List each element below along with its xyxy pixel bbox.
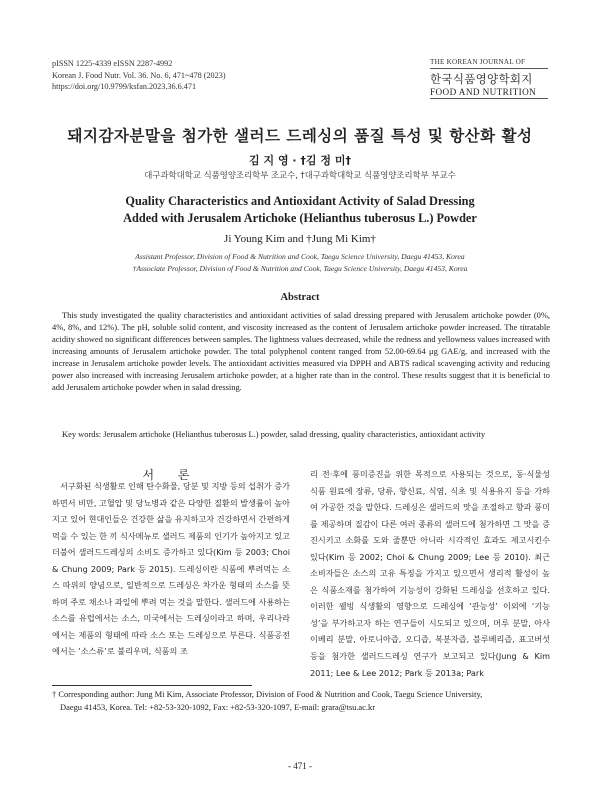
affiliation-english-2: †Associate Professor, Division of Food & Nutrition and Cook, Taegu Science University, Daegu 41453, Korea <box>132 264 468 273</box>
introduction-right-column: 리 전·후에 풍미증진을 위한 목적으로 사용되는 것으로, 동·식물성 식품 원료에 장류, 당류, 향신료, 식염, 식초 및 식용유지 등을 가하여 가공한 것을 말한다. 드레싱은 샐러드의 맛을 조절하고 향과 풍미를 제공하며 질감이 다른 여러 종류의 샐러드에 첨가하면 그 맛을 증진시키고 소화를 도와 줄뿐만 아니라 시각적인 효과도 제고시킨수 있다(Kim 등 2002; Choi & Chung 2009; Lee 등 2010). 최근 소비자들은 소스의 고유 특징을 가지고 있으면서 생리적 활성이 높은 식품소재를 첨가하여 기능성이 강화된 드레싱을 선호하고 있다. 이러한 웰빙 식생활의 영향으로 드레싱에 ‘관능성’ 이외에 ‘기능성’을 부가하고자 하는 연구들이 시도되고 있으며, 머루 분말, 아사이베리 분말, 아로니아즙, 오디즙, 복분자즙, 블루베리즙, 표고버섯 등을 첨가한 샐러드드레싱 연구가 보고되고 있다(Jung & Kim 2011; Lee & Lee 2012; Park 등 2013a; Park <box>310 469 550 678</box>
affiliation-english <box>0 251 600 275</box>
affiliation-english-1: Assistant Professor, Division of Food & Nutrition and Cook, Taegu Science University, Daegu 41453, Korea <box>135 252 465 261</box>
abstract-heading: Abstract <box>280 292 320 303</box>
issn-line: pISSN 1225-4339 eISSN 2287-4992 <box>52 59 173 68</box>
title-english-line2: Added with Jerusalem Artichoke (Helianthus tuberosus L.) Powder <box>123 211 477 225</box>
title-english <box>0 193 600 227</box>
footnote-divider <box>52 685 252 686</box>
corresponding-author-footnote <box>52 688 550 714</box>
citation-line: Korean J. Food Nutr. Vol. 36. No. 6, 471~478 (2023) <box>52 70 226 80</box>
title-english-line1: Quality Characteristics and Antioxidant Activity of Salad Dressing <box>125 194 475 208</box>
journal-name-en-bottom: FOOD AND NUTRITION <box>430 87 548 99</box>
citation-block <box>52 58 226 93</box>
introduction-heading: 서 론 <box>142 468 200 482</box>
footnote-line2: Daegu 41453, Korea. Tel: +82-53-320-1092, Fax: +82-53-320-1097, E-mail: grara@tsu.ac.kr <box>60 702 376 712</box>
footnote-line1: † Corresponding author: Jung Mi Kim, Associate Professor, Division of Food & Nutrition and Cook, Taegu Science University, <box>52 689 483 699</box>
keywords: Key words: Jerusalem artichoke (Helianthus tuberosus L.) powder, salad dressing, quality characteristics, antioxidant activity <box>62 429 486 439</box>
page-number: - 471 - <box>288 761 312 771</box>
doi-link[interactable]: https://doi.org/10.9799/ksfan.2023.36.6.471 <box>52 82 197 91</box>
affiliation-korean: 대구과학대학교 식품영양조리학부 조교수, †대구과학대학교 식품영양조리학부 부교수 <box>144 170 456 180</box>
authors-korean: 김 지 영 · †김 정 미† <box>249 154 351 167</box>
title-korean: 돼지감자분말을 첨가한 샐러드 드레싱의 품질 특성 및 항산화 활성 <box>67 127 533 145</box>
introduction-left-column: 서구화된 식생활로 인해 탄수화물, 당분 및 지방 등의 섭취가 증가하면서 비만, 고혈압 및 당뇨병과 같은 다양한 질환의 발생률이 높아지고 있어 현대인들은 건강한 삶을 유지하고자 건강하면서 간편하게 먹을 수 있는 한 끼 식사메뉴로 샐러드 제품의 인기가 높아지고 있고 더불어 샐러드드레싱의 소비도 증가하고 있다(Kim 등 2003; Choi & Chung 2009; Park 등 2015). 드레싱이란 식품에 뿌려먹는 소스 따위의 양념으로, 일반적으로 드레싱은 차가운 형태의 소스를 뜻하며 주로 채소나 과일에 뿌려 먹는 것을 말한다. 샐러드에 사용하는 소스를 유럽에서는 소스, 미국에서는 드레싱이라고 하며, 우리나라에서는 제품의 형태에 따라 소스 또는 드레싱으로 부른다. 식품공전에서는 ‘소스류’로 불리우며, 식품의 조 <box>52 481 290 657</box>
journal-logo <box>430 58 548 99</box>
journal-name-en-top: THE KOREAN JOURNAL OF <box>430 58 548 69</box>
authors-english: Ji Young Kim and †Jung Mi Kim† <box>224 233 376 245</box>
abstract-text: This study investigated the quality characteristics and antioxidant activities of salad dressing prepared with Jerusalem artichoke powder (0%, 4%, 8%, and 12%). The pH, soluble solid content, and viscosity increased as the content of Jerusalem artichoke powder increased. The titratable acidity showed no significant differences between samples. The lightness values decreased, while the redness and yellowness values increased with increasing amounts of Jerusalem artichoke powder. The total polyphenol content ranged from 52.00-69.64 μg GAE/g, and increased with the increase in Jerusalem artichoke powder levels. The antioxidant activities measured via DPPH and ABTS radical scavenging activity and reducing power also increased with increasing Jerusalem artichoke powder, at a higher rate than in the control. These results suggest that it is beneficial to add Jerusalem artichoke powder when in salad dressing. <box>52 310 550 393</box>
journal-name-ko: 한국식품영양학회지 <box>430 72 533 86</box>
